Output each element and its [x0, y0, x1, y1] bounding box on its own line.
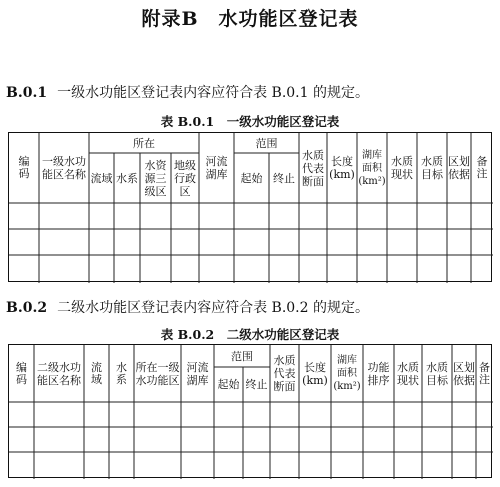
header-water-system: 水系	[116, 360, 127, 386]
clause-number: B.0.1	[6, 85, 48, 101]
header-quality-target: 水质目标	[426, 360, 448, 387]
header-basis: 区划依据	[453, 360, 475, 387]
table-row	[9, 402, 493, 427]
header-name: 一级水功能区名称	[42, 155, 86, 181]
table-caption: 表 B.0.2 二级水功能区登记表	[160, 327, 340, 342]
header-scope: 范围	[255, 136, 278, 150]
table-row	[9, 452, 493, 479]
table-row	[9, 203, 493, 229]
header-scope: 范围	[231, 349, 253, 363]
table-b02	[8, 344, 492, 478]
clause-b02	[6, 297, 369, 317]
header-name: 二级水功能区名称	[37, 360, 81, 387]
header-river-lake: 河流湖库	[186, 360, 209, 387]
header-length: 长度(km)	[302, 360, 328, 387]
header-start: 起始	[240, 171, 263, 185]
header-admin-region: 地级行政区	[174, 158, 196, 198]
clause-text: 二级水功能区登记表内容应符合表 B.0.2 的规定。	[57, 300, 369, 316]
table-row	[9, 427, 493, 452]
page-title: 附录B 水功能区登记表	[141, 8, 359, 30]
header-river-lake: 河流湖库	[205, 155, 228, 181]
header-water-system: 水系	[116, 171, 138, 185]
header-remarks: 备注	[479, 360, 490, 386]
header-code: 编码	[16, 360, 27, 386]
header-parent-zone: 所在一级水功能区	[135, 360, 180, 387]
header-quality-status: 水质现状	[397, 360, 419, 387]
header-length: 长度(km)	[329, 155, 355, 181]
header-quality-target: 水质目标	[421, 155, 443, 181]
header-basin: 流域	[90, 171, 113, 185]
header-code: 编码	[18, 155, 30, 180]
header-area: 湖库面积(km²)	[333, 355, 361, 392]
header-remarks: 备注	[476, 155, 488, 180]
header-water-resources-zone: 水资源三级区	[144, 158, 167, 198]
header-basis: 区划依据	[448, 155, 470, 181]
table-b01	[8, 132, 492, 282]
clause-number: B.0.2	[6, 300, 48, 316]
header-section: 水质代表断面	[273, 354, 296, 393]
clause-text: 一级水功能区登记表内容应符合表 B.0.1 的规定。	[57, 85, 369, 101]
header-basin: 流域	[91, 360, 102, 386]
header-end: 终止	[273, 171, 295, 185]
header-function-order: 功能排序	[367, 360, 390, 387]
table-row	[9, 229, 493, 255]
header-quality-status: 水质现状	[391, 155, 413, 181]
header-location: 所在	[133, 136, 155, 150]
header-end: 终止	[245, 378, 268, 391]
table-caption: 表 B.0.1 一级水功能区登记表	[160, 114, 340, 129]
table-row	[9, 255, 493, 283]
clause-b01	[6, 82, 369, 102]
header-start: 起始	[217, 378, 240, 391]
header-section: 水质代表断面	[302, 148, 324, 188]
header-area: 湖库面积(km²)	[358, 149, 386, 187]
